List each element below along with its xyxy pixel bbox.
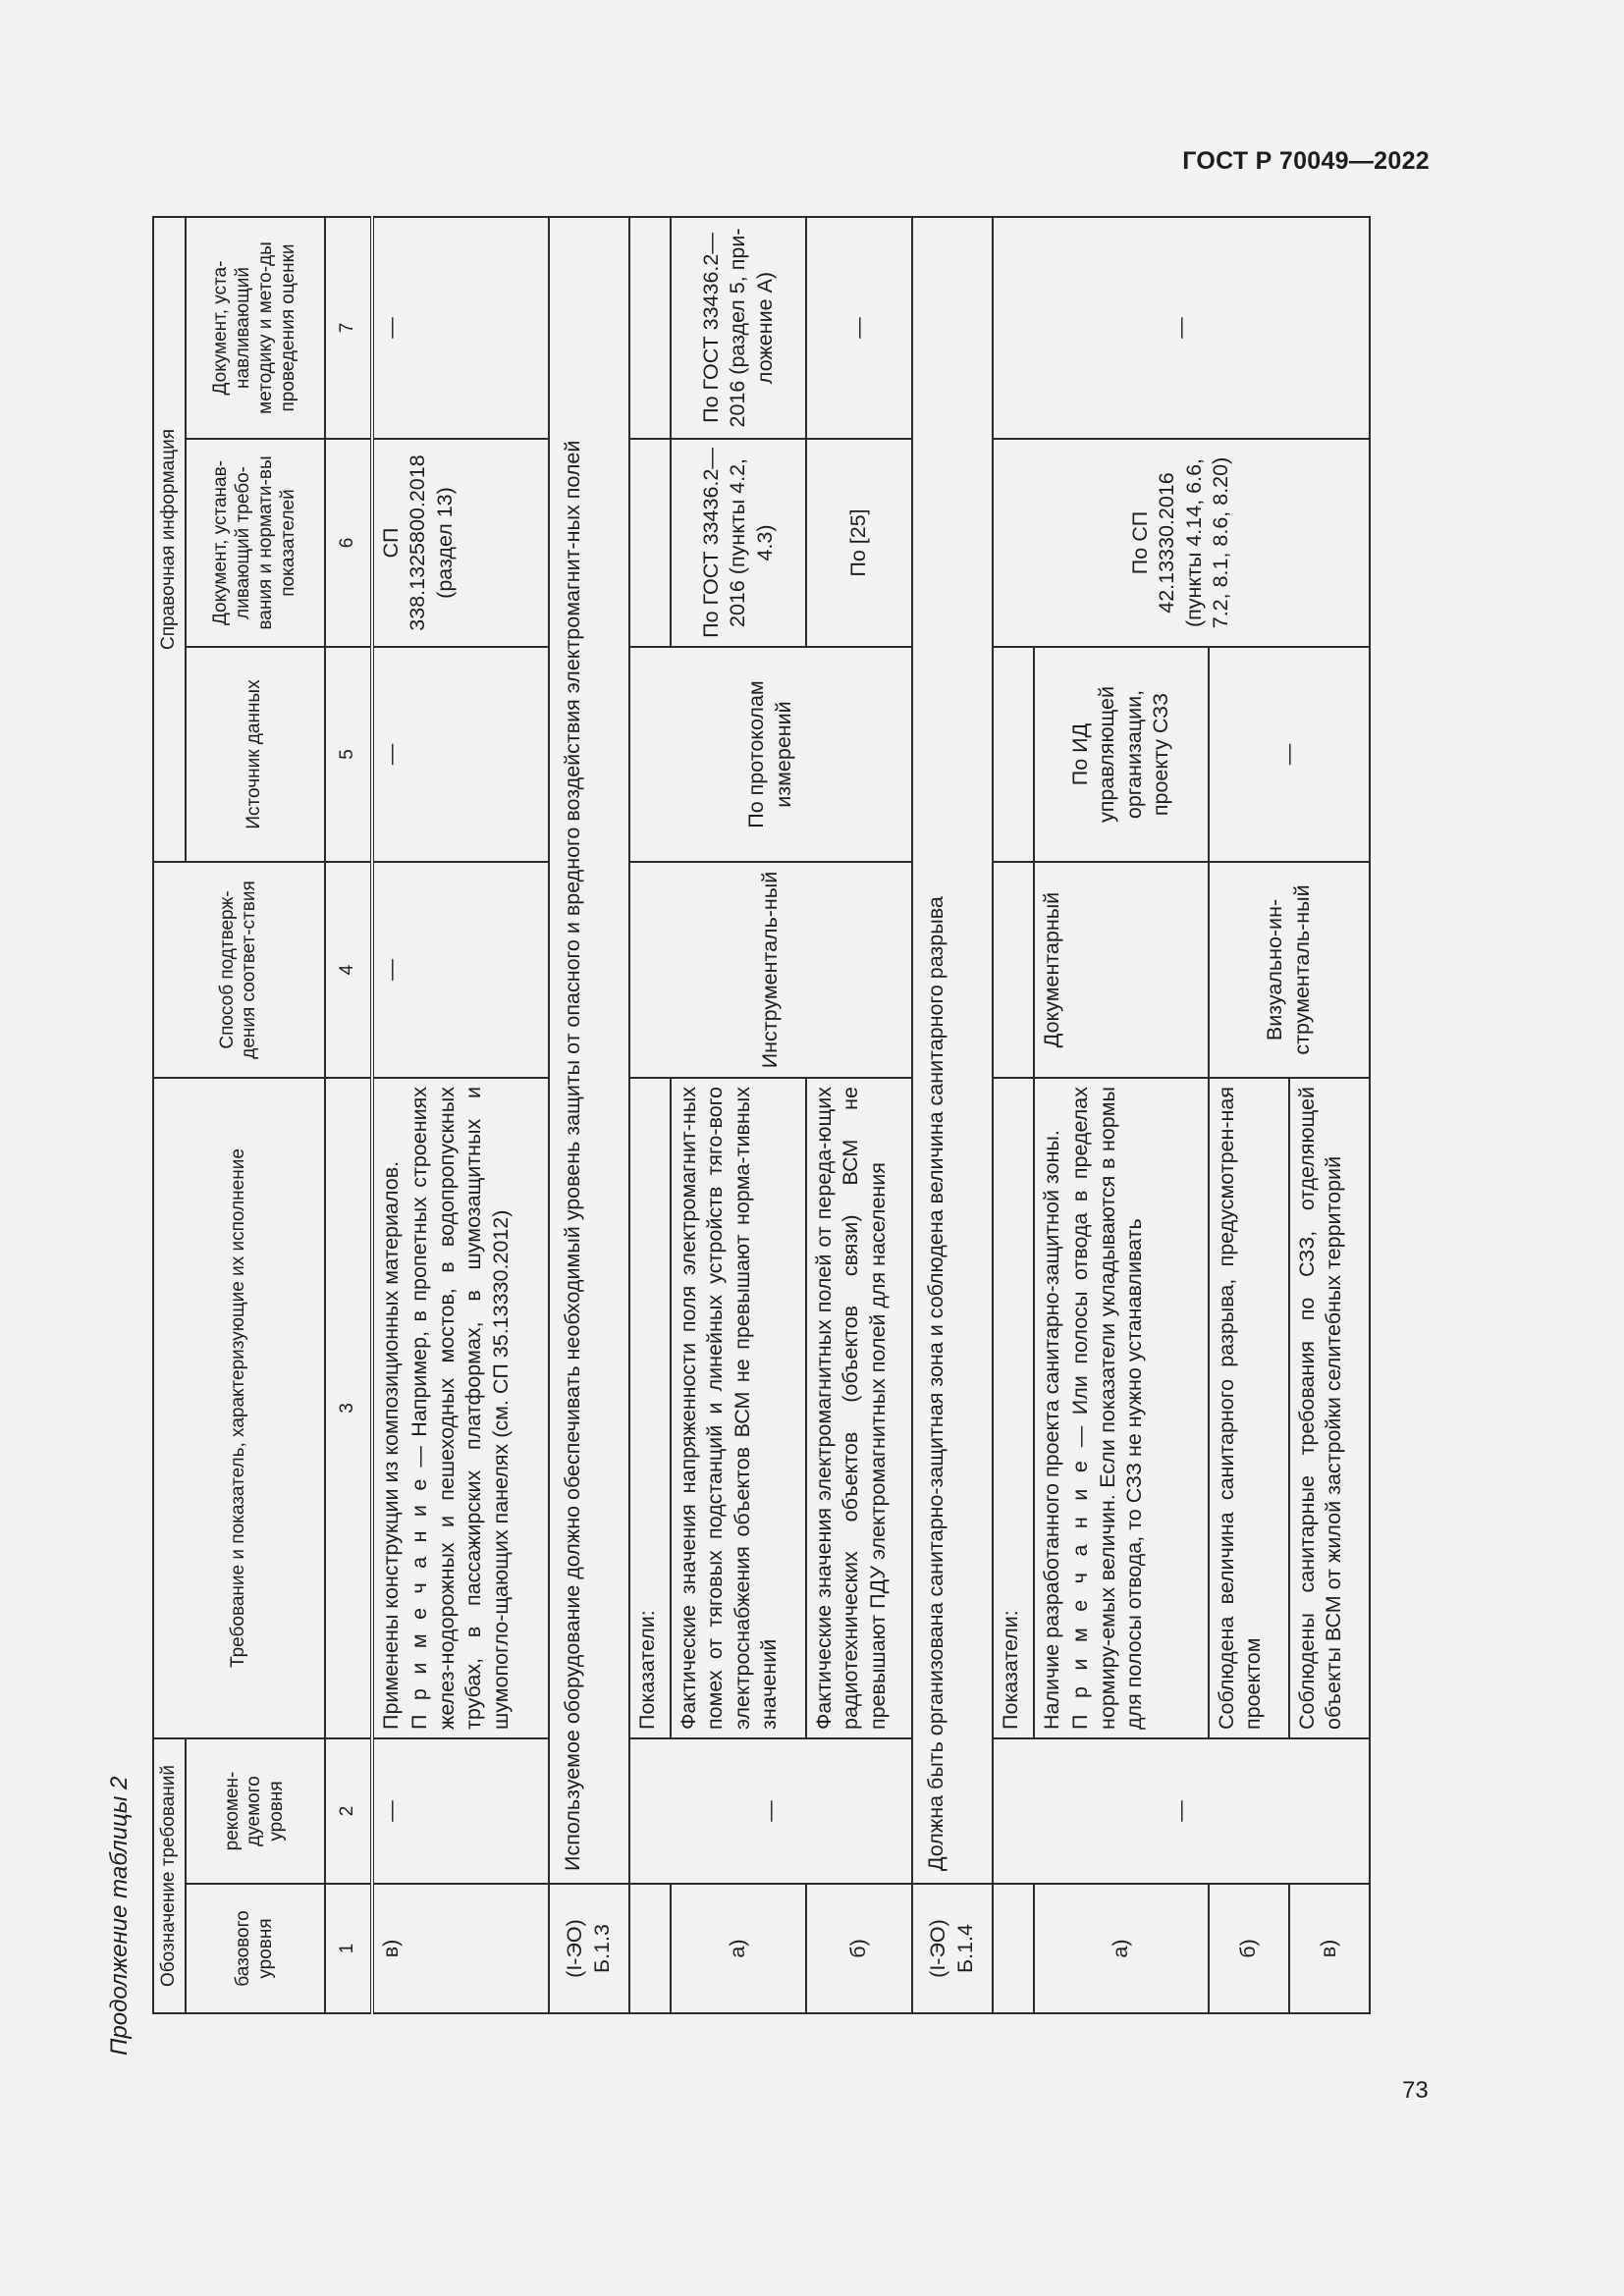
header-method: Способ подтверж-дения соответ-ствия (153, 862, 325, 1078)
rotated-table-wrapper (152, 218, 1429, 2014)
section-row (549, 217, 629, 2013)
row-requirement (806, 1078, 912, 1738)
row-method-doc: По ГОСТ 33436.2—2016 (раздел 5, при-ложение А) (671, 217, 806, 439)
note-label: П р и м е ч а н и е (407, 1476, 432, 1730)
section-text: Должна быть организована санитарно-защитная зона и соблюдена величина санитарного разрыва (912, 217, 993, 1884)
row-method-doc: — (372, 217, 549, 439)
row-recommended: — (629, 1738, 912, 1884)
header-requirement: Требование и показатель, характеризующие их исполнение (153, 1078, 325, 1738)
note-text: — Или полосы отвода в пределах нормиру-емых величин. Если показатели укладываются в нормы для полосы отвода, то СЗЗ не нужно устанавливать (1068, 1087, 1147, 1730)
column-number: 6 (325, 439, 372, 647)
row-recommended: — (372, 1738, 549, 1884)
row-norm-doc: По [25] (806, 439, 912, 647)
table-caption: Продолжение таблицы 2 (106, 1776, 133, 2056)
header-recommended-level: рекомен-дуемого уровня (186, 1738, 325, 1884)
row-id: а) (671, 1884, 806, 2013)
row-method: Документарный (1034, 862, 1209, 1078)
column-number-row (325, 217, 372, 2013)
row-requirement (1289, 1078, 1370, 1738)
row-norm-doc: По СП 42.13330.2016 (пункты 4.14, 6.6, 7.2, 8.1, 8.6, 8.20) (993, 439, 1370, 647)
row-id: б) (1209, 1884, 1289, 2013)
requirement-text: Применены конструкции из композиционных материалов. (378, 1160, 403, 1730)
row-method: Инструменталь-ный (629, 862, 912, 1078)
requirements-table (152, 216, 1371, 2014)
column-number: 3 (325, 1078, 372, 1738)
row-id-empty (629, 1884, 671, 2013)
indicators-row (629, 217, 671, 2013)
note-label: П р и м е ч а н и е (1068, 1458, 1093, 1730)
row-id: а) (1034, 1884, 1209, 2013)
section-id: (I-ЭО) Б.1.3 (549, 1884, 629, 2013)
row-id-empty (993, 1884, 1034, 2013)
indicators-row (993, 217, 1034, 2013)
requirement-text: Наличие разработанного проекта санитарно-защитной зоны. (1039, 1130, 1063, 1730)
row-norm-doc: СП 338.1325800.2018 (раздел 13) (372, 439, 549, 647)
header-designation: Обозначение требований (153, 1738, 186, 2013)
row-requirement (1209, 1078, 1289, 1738)
header-row-1 (153, 217, 186, 2013)
method-empty (993, 862, 1034, 1078)
row-method: Визуально-ин-струменталь-ный (1209, 862, 1370, 1078)
header-reference: Справочная информация (153, 217, 186, 862)
indicators-label: Показатели: (993, 1078, 1034, 1738)
document-code: ГОСТ Р 70049—2022 (1182, 147, 1430, 175)
row-method-doc: — (806, 217, 912, 439)
table-row (372, 217, 549, 2013)
norm-empty (629, 439, 671, 647)
requirement-text: Фактические значения электромагнитных полей от переда-ющих радиотехнических объектов (объектов связи) ВСМ не превышают ПДУ электромагнитных полей для населения (811, 1087, 890, 1730)
section-text: Используемое оборудование должно обеспечивать необходимый уровень защиты от опасного и вредного воздействия электромагнит-ных полей (549, 217, 629, 1884)
row-requirement (1034, 1078, 1209, 1738)
requirement-text: Соблюдена величина санитарного разрыва, предусмотрен-ная проектом (1214, 1087, 1266, 1730)
row-requirement (671, 1078, 806, 1738)
row-id: в) (372, 1884, 549, 2013)
indicators-label: Показатели: (629, 1078, 671, 1738)
section-row (912, 217, 993, 2013)
method-doc-empty (629, 217, 671, 439)
note-text: — Например, в пропетных строениях желез-нодорожных и пешеходных мостов, в водопропускных трубах, в пассажирских платформах, в шумозащитных и шумопогло-щающих панелях (см. СП 35.13330.2012) (407, 1087, 513, 1730)
row-recommended: — (993, 1738, 1370, 1884)
source-empty (993, 647, 1034, 862)
row-method-doc: — (993, 217, 1370, 439)
row-source: По протоколам измерений (629, 647, 912, 862)
row-norm-doc: По ГОСТ 33436.2—2016 (пункты 4.2, 4.3) (671, 439, 806, 647)
row-source: По ИД управляющей организации, проекту СЗЗ (1034, 647, 1209, 862)
row-id: б) (806, 1884, 912, 2013)
header-method-doc: Документ, уста-навливающий методику и мето-ды проведения оценки (186, 217, 325, 439)
header-base-level: базового уровня (186, 1884, 325, 2013)
column-number: 1 (325, 1884, 372, 2013)
row-source: — (1209, 647, 1370, 862)
column-number: 2 (325, 1738, 372, 1884)
column-number: 4 (325, 862, 372, 1078)
row-id: в) (1289, 1884, 1370, 2013)
requirement-text: Фактические значения напряженности поля электромагнит-ных помех от тяговых подстанций и линейных устройств тяго-вого электроснабжения объектов ВСМ не превышают норма-тивных значений (676, 1087, 782, 1730)
header-norm-doc: Документ, устанав-ливающий требо-вания и нормати-вы показателей (186, 439, 325, 647)
row-method: — (372, 862, 549, 1078)
page-number: 73 (1402, 2077, 1429, 2104)
column-number: 5 (325, 647, 372, 862)
requirement-text: Соблюдены санитарные требования по СЗЗ, отделяющей объекты ВСМ от жилой застройки селитебных территорий (1294, 1087, 1346, 1730)
row-source: — (372, 647, 549, 862)
column-number: 7 (325, 217, 372, 439)
header-source: Источник данных (186, 647, 325, 862)
section-id: (I-ЭО) Б.1.4 (912, 1884, 993, 2013)
row-requirement (372, 1078, 549, 1738)
